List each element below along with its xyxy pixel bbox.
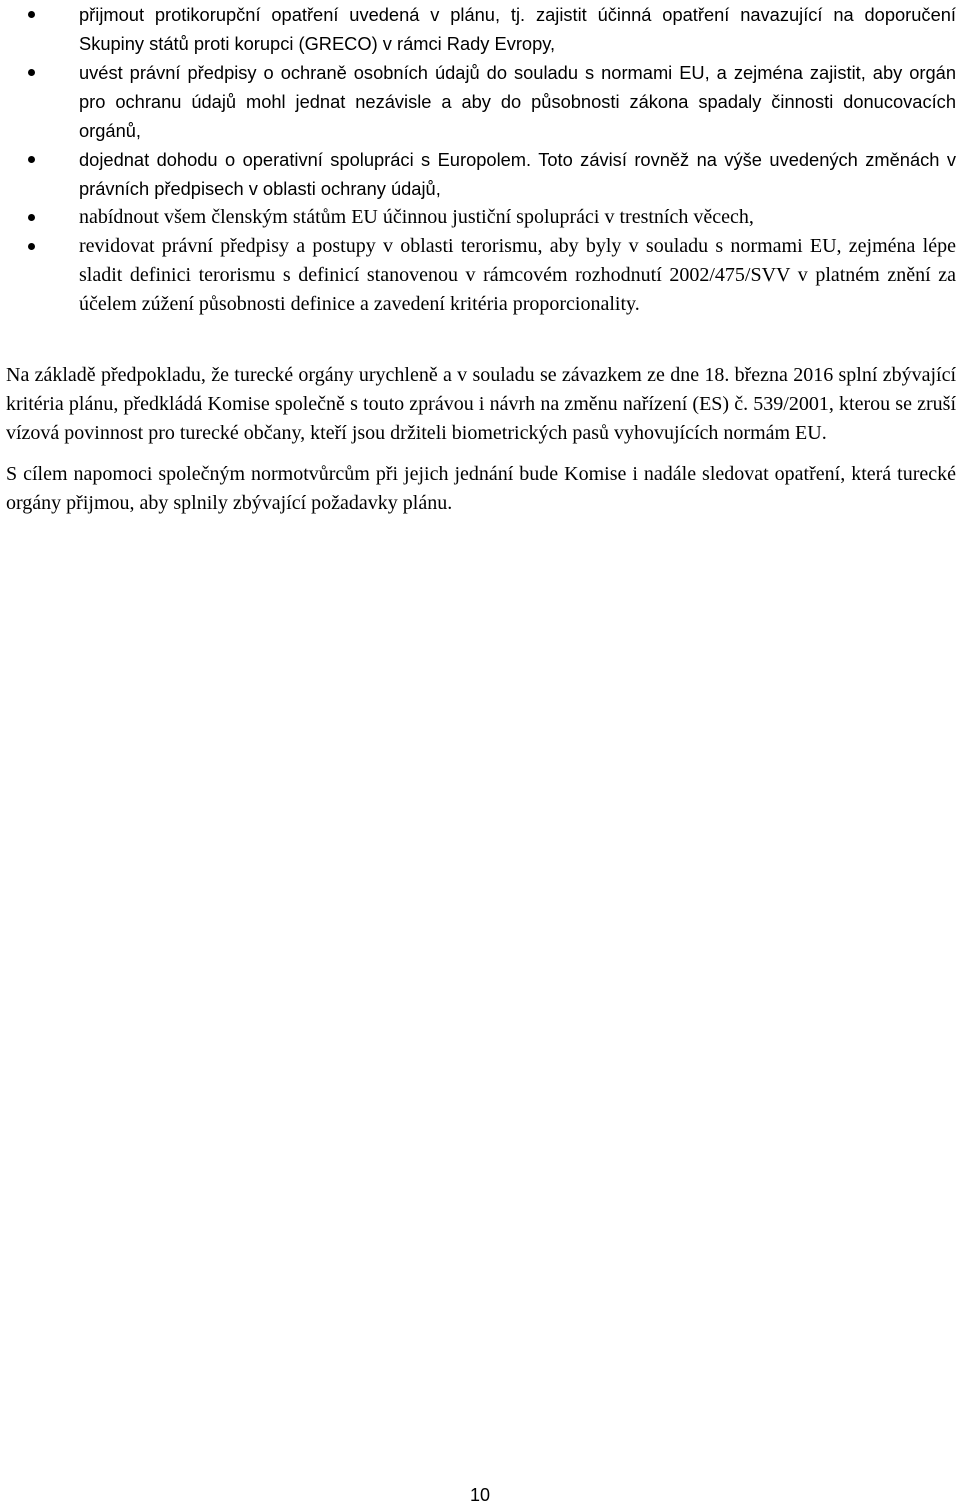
bullet-item: [6, 0, 956, 58]
bullet-item: [6, 232, 956, 319]
body-paragraph: S cílem napomoci společným normotvůrcům při jejich jednání bude Komise i nadále sledovat opatření, která turecké orgány přijmou, aby splnily zbývající požadavky plánu.: [6, 463, 956, 514]
bullet-text: dojednat dohodu o operativní spolupráci s Europolem. Toto závisí rovněž na výše uvedených změnách v právních předpisech v oblasti ochrany údajů,: [79, 149, 956, 199]
bullet-dot-icon: [28, 11, 35, 18]
page-number: 10: [469, 1485, 491, 1505]
bullet-text: přijmout protikorupční opatření uvedená v plánu, tj. zajistit účinná opatření navazující na doporučení Skupiny států proti korupci (GRECO) v rámci Rady Evropy,: [79, 4, 956, 54]
bullet-dot-icon: [28, 243, 35, 250]
bullet-dot-icon: [28, 214, 35, 221]
body-paragraph: Na základě předpokladu, že turecké orgány urychleně a v souladu se závazkem ze dne 18. března 2016 splní zbývající kritéria plánu, předkládá Komise společně s touto zprávou i návrh na změnu nařízení (ES) č. 539/2001, kterou se zruší vízová povinnost pro turecké občany, kteří jsou držiteli biometrických pasů vyhovujících normám EU.: [6, 364, 956, 444]
requirements-bullet-list: [6, 0, 956, 319]
bullet-item: [6, 58, 956, 145]
bullet-text: revidovat právní předpisy a postupy v oblasti terorismu, aby byly v souladu s normami EU, zejména lépe sladit definici terorismu s definicí stanovenou v rámcovém rozhodnutí 2002/475/SVV v platném znění za účelem zúžení působnosti definice a zavedení kritéria proporcionality.: [79, 235, 956, 315]
bullet-item: [6, 145, 956, 203]
bullet-text: nabídnout všem členským státům EU účinnou justiční spolupráci v trestních věcech,: [79, 206, 754, 228]
bullet-dot-icon: [28, 69, 35, 76]
bullet-dot-icon: [28, 156, 35, 163]
document-page: [6, 0, 956, 518]
bullet-text: uvést právní předpisy o ochraně osobních údajů do souladu s normami EU, a zejména zajistit, aby orgán pro ochranu údajů mohl jednat nezávisle a aby do působnosti zákona spadaly činnosti donucovacích orgánů,: [79, 62, 956, 141]
bullet-item: [6, 203, 956, 232]
